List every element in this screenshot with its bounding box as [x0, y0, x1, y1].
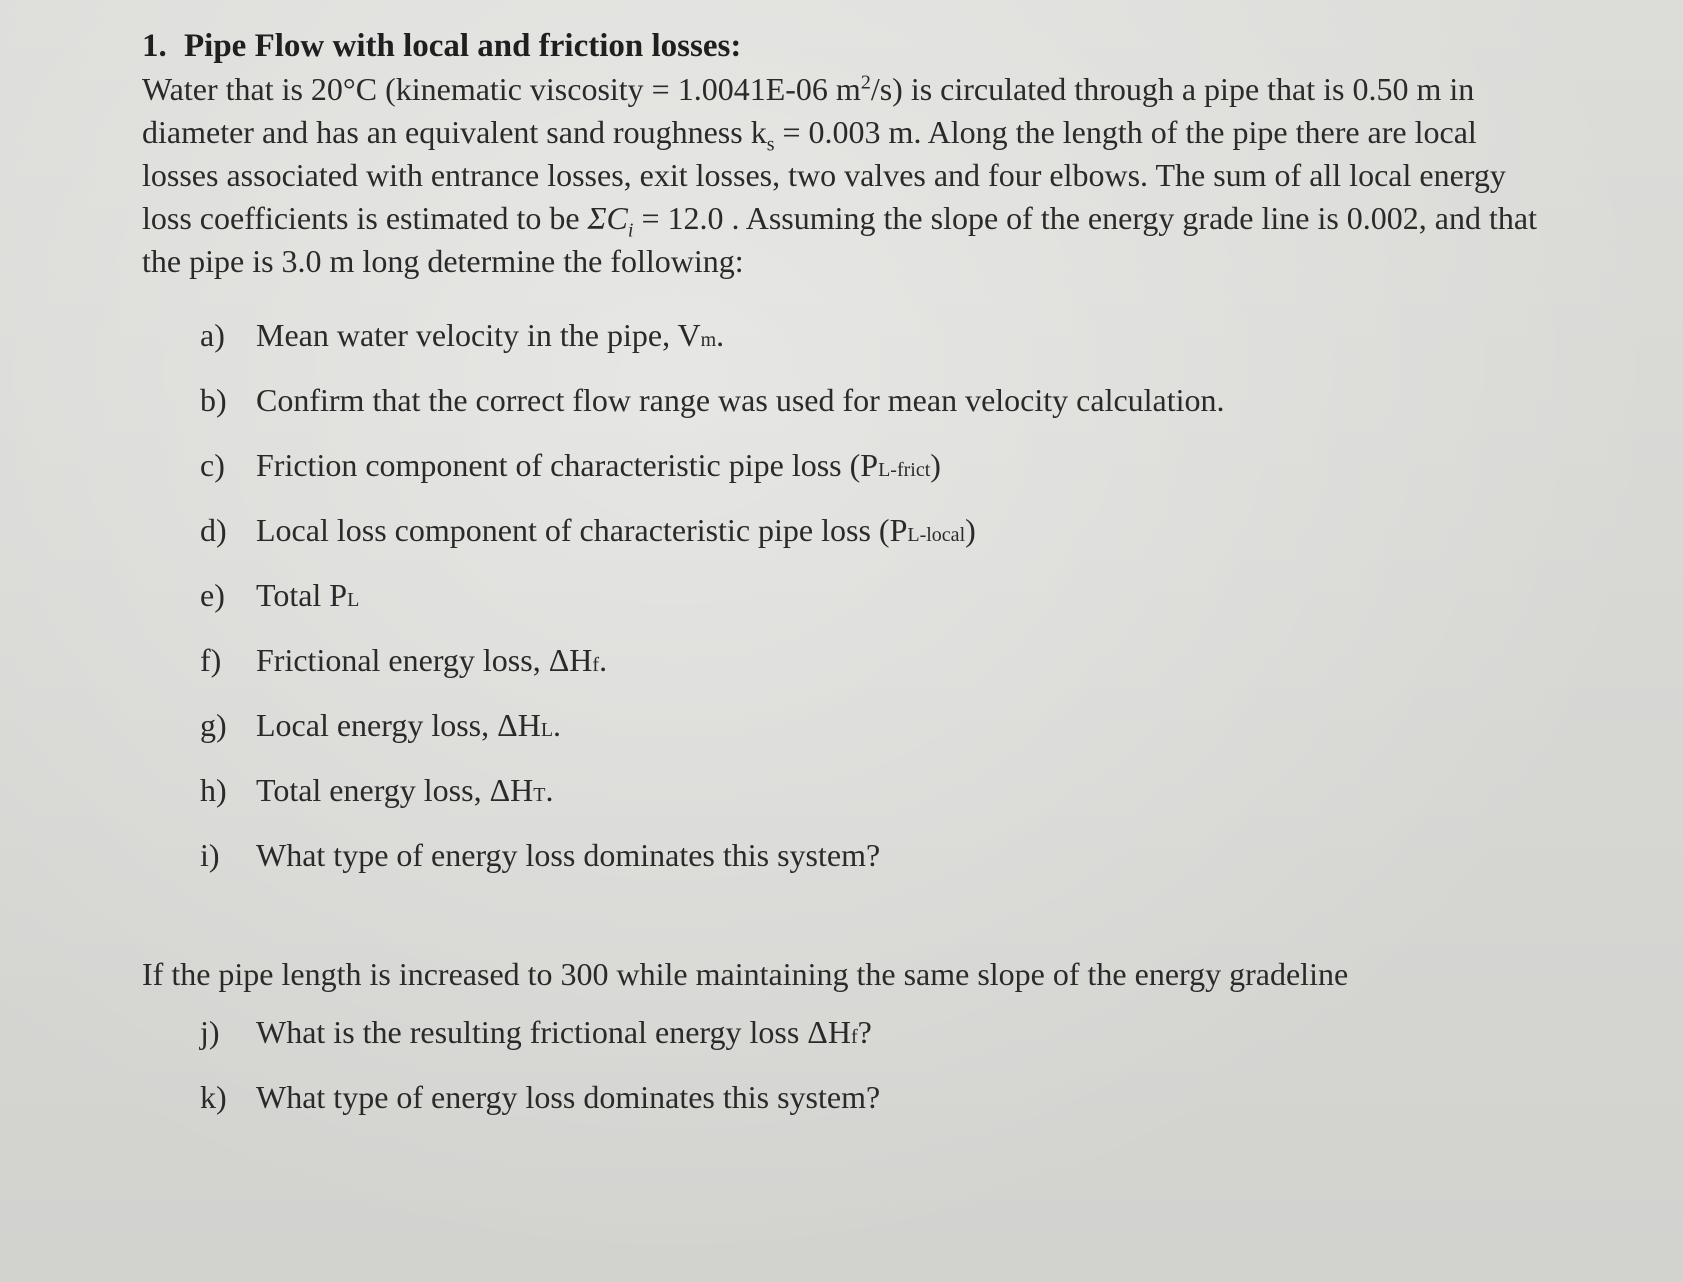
question-item-b — [200, 370, 1562, 435]
item-marker: f) — [200, 642, 222, 678]
question-item-a — [200, 305, 1562, 370]
item-marker: d) — [200, 512, 227, 548]
question-item-h — [200, 760, 1562, 825]
question-item-d — [200, 500, 1562, 565]
item-marker: e) — [200, 577, 225, 613]
item-text: Local loss component of characteristic pipe loss (P — [256, 512, 908, 548]
item-marker: b) — [200, 382, 227, 418]
question-item-i — [200, 825, 1562, 890]
item-sub: f — [850, 1026, 858, 1048]
question-item-c — [200, 435, 1562, 500]
item-text: What is the resulting frictional energy loss ΔH — [256, 1014, 851, 1050]
problem-number: 1. — [142, 28, 167, 64]
item-sub: L — [347, 589, 360, 611]
item-sub: L-frict — [878, 459, 931, 481]
item-sub: m — [700, 329, 717, 351]
intro-part-1: Water that is 20°C (kinematic viscosity = 1.0041E-06 m — [142, 71, 861, 107]
question-list — [142, 305, 1562, 890]
item-text: What type of energy loss dominates this system? — [256, 1079, 881, 1115]
item-text: Mean water velocity in the pipe, V — [256, 317, 701, 353]
sum-subscript: i — [627, 219, 634, 242]
intro-part-3: = 0.003 m. Along the length of the pipe there are local losses associated with entrance losses, exit losses, two valves and four elbows. The sum of all local energy loss coefficients is estimated to be — [142, 114, 1506, 236]
intro-sub-s: s — [766, 133, 775, 156]
item-tail: ) — [930, 447, 941, 483]
item-sub: L — [540, 719, 554, 741]
item-text: Frictional energy loss, ΔH — [256, 642, 593, 678]
problem-intro — [142, 68, 1557, 283]
item-text: Total energy loss, ΔH — [256, 772, 534, 808]
item-marker: i) — [200, 837, 220, 873]
followup-statement: If the pipe length is increased to 300 while maintaining the same slope of the energy gradeline — [142, 956, 1349, 992]
item-marker: h) — [200, 772, 227, 808]
question-item-f — [200, 630, 1562, 695]
item-marker: c) — [200, 447, 225, 483]
intro-part-2: /s) is circulated through a pipe that is 0.50 m in diameter and has an equivalent sand roughness k — [142, 71, 1475, 150]
intro-part-4: = 12.0 . Assuming the slope of the energy grade line is 0.002, and that the pipe is 3.0 m long determine the following: — [142, 200, 1537, 279]
item-sub: L-local — [907, 524, 966, 546]
problem-sheet — [142, 24, 1562, 1132]
item-text: Confirm that the correct flow range was used for mean velocity calculation. — [256, 382, 1225, 418]
item-tail: ) — [965, 512, 976, 548]
item-marker: k) — [200, 1079, 227, 1115]
item-tail: . — [553, 707, 562, 743]
item-marker: g) — [200, 707, 227, 743]
question-item-k — [200, 1067, 1562, 1132]
problem-title — [142, 24, 1562, 68]
item-tail: ? — [857, 1014, 872, 1050]
item-text: Local energy loss, ΔH — [256, 707, 541, 743]
followup-question-list — [142, 1002, 1562, 1132]
item-tail: . — [716, 317, 725, 353]
intro-sup: 2 — [860, 71, 871, 94]
item-tail: . — [545, 772, 554, 808]
problem-title-text: Pipe Flow with local and friction losses: — [184, 28, 742, 64]
question-item-j — [200, 1002, 1562, 1067]
item-text: Friction component of characteristic pipe loss (P — [256, 447, 879, 483]
item-tail: . — [599, 642, 608, 678]
item-text: Total P — [256, 577, 348, 613]
item-sub: f — [592, 654, 600, 676]
item-marker: j) — [200, 1014, 220, 1050]
question-item-g — [200, 695, 1562, 760]
question-item-e — [200, 565, 1562, 630]
item-text: What type of energy loss dominates this system? — [256, 837, 881, 873]
item-marker: a) — [200, 317, 225, 353]
item-sub: T — [533, 784, 546, 806]
sum-expression: ΣC — [587, 200, 628, 236]
